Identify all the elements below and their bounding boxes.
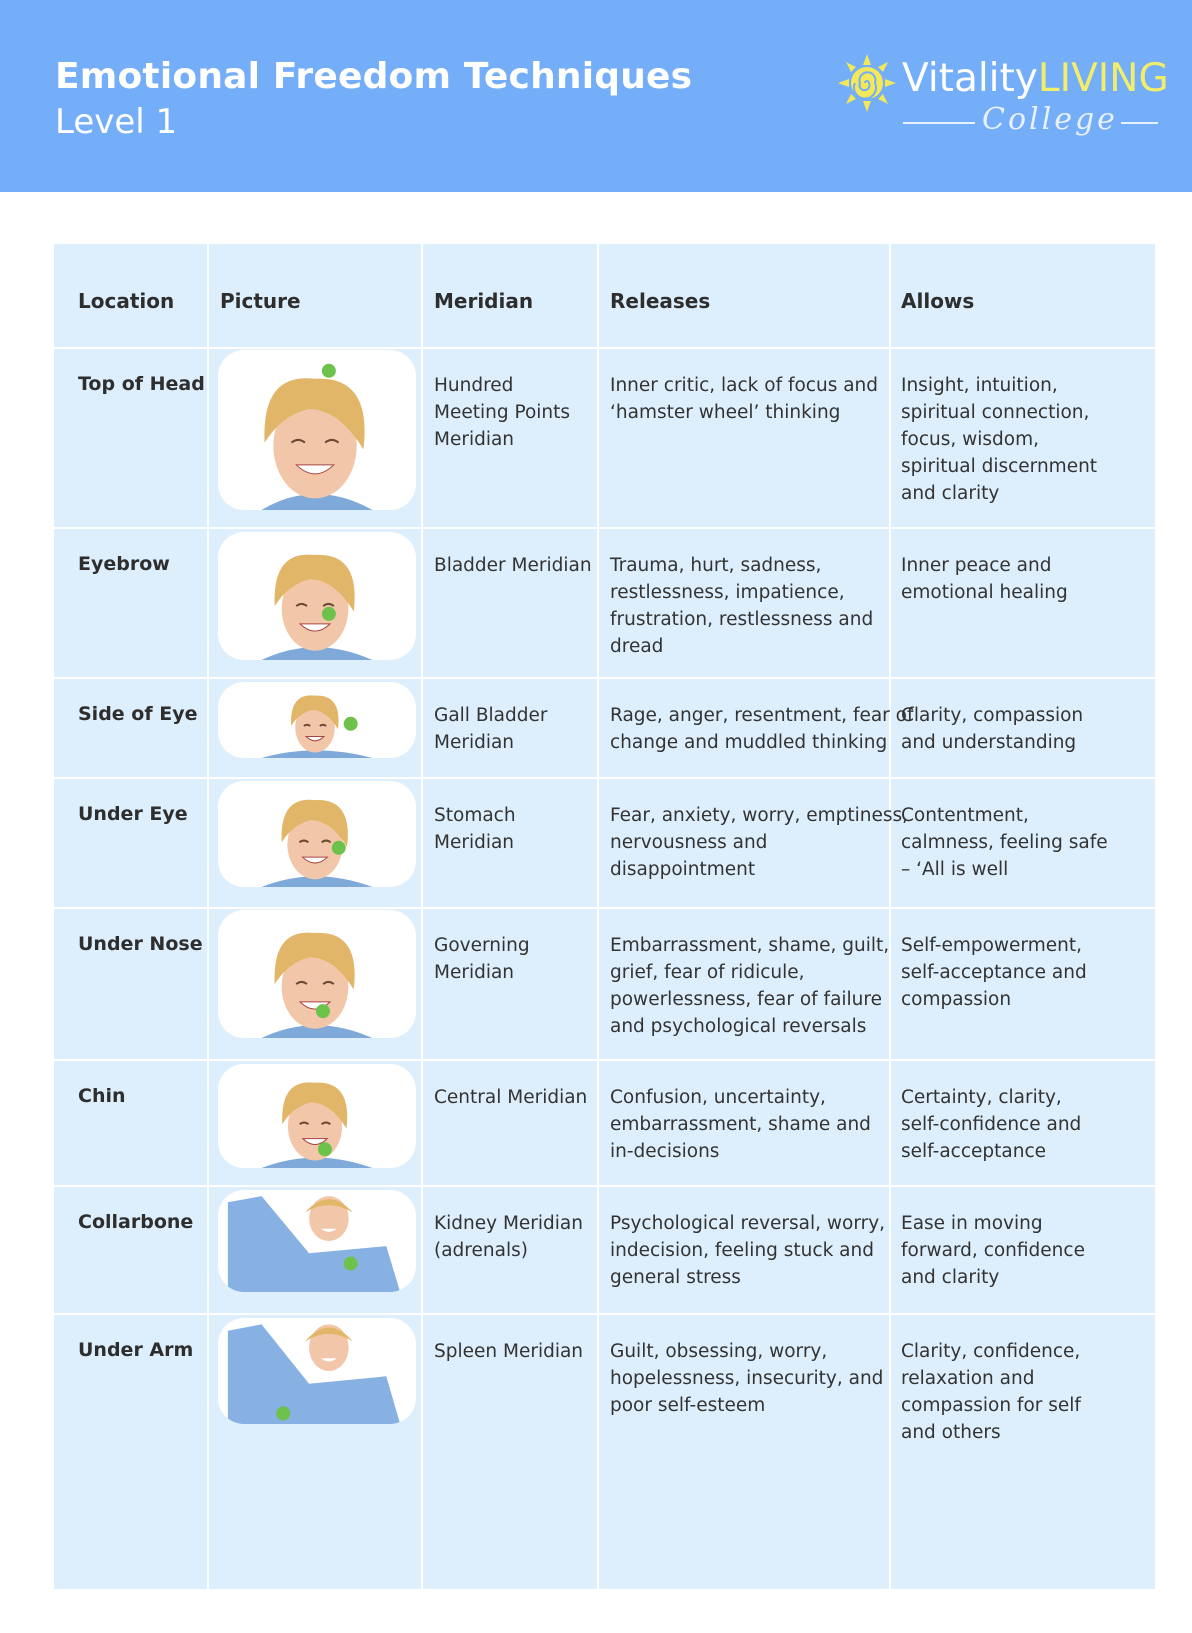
location-under-arm: Under Arm xyxy=(78,1339,194,1361)
torso-under-arm-image xyxy=(218,1318,416,1424)
sun-spiral-icon xyxy=(838,54,896,112)
releases-line: embarrassment, shame and xyxy=(610,1114,871,1135)
allows-line: and others xyxy=(901,1422,1001,1443)
allows-line: compassion xyxy=(901,989,1012,1010)
row-divider xyxy=(54,1185,1155,1187)
page-subtitle: Level 1 xyxy=(55,102,178,142)
allows-line: Inner peace and xyxy=(901,555,1052,576)
allows-line: and understanding xyxy=(901,732,1077,753)
vitality-living-college-logo xyxy=(838,52,1169,147)
releases-line: Guilt, obsessing, worry, xyxy=(610,1341,828,1362)
releases-line: restlessness, impatience, xyxy=(610,582,845,603)
allows-line: forward, confidence xyxy=(901,1240,1085,1261)
column-header-picture: Picture xyxy=(220,289,301,313)
face-chin-image xyxy=(218,1064,416,1168)
tapping-point-marker xyxy=(316,1004,330,1018)
meridian-line: Meridian xyxy=(434,962,515,983)
tapping-points-table xyxy=(54,244,1155,1589)
releases-line: Confusion, uncertainty, xyxy=(610,1087,826,1108)
column-divider xyxy=(889,244,891,1589)
releases-line: change and muddled thinking xyxy=(610,732,888,753)
meridian-line: Meridian xyxy=(434,832,515,853)
picture-chin xyxy=(218,1064,416,1168)
allows-line: Certainty, clarity, xyxy=(901,1087,1062,1108)
allows-line: self-confidence and xyxy=(901,1114,1082,1135)
meridian-line: Hundred xyxy=(434,375,514,396)
releases-line: Embarrassment, shame, guilt, xyxy=(610,935,890,956)
meridian-under-eye xyxy=(434,802,516,856)
location-chin: Chin xyxy=(78,1085,126,1107)
tapping-point-marker xyxy=(276,1406,290,1420)
picture-collarbone xyxy=(218,1190,416,1292)
meridian-side-of-eye xyxy=(434,702,547,756)
allows-top-of-head xyxy=(901,372,1097,507)
allows-line: Clarity, confidence, xyxy=(901,1341,1081,1362)
face-eyebrow-image xyxy=(218,532,416,660)
releases-line: in-decisions xyxy=(610,1141,720,1162)
face-top-of-head-image xyxy=(218,350,416,510)
tapping-point-marker xyxy=(344,717,358,731)
releases-line: Inner critic, lack of focus and xyxy=(610,375,879,396)
allows-line: Ease in moving xyxy=(901,1213,1043,1234)
logo-rule-right xyxy=(1121,122,1158,124)
releases-chin xyxy=(610,1084,871,1165)
releases-collarbone xyxy=(610,1210,885,1291)
releases-line: nervousness and xyxy=(610,832,768,853)
location-under-nose: Under Nose xyxy=(78,933,203,955)
allows-line: focus, wisdom, xyxy=(901,429,1040,450)
row-divider xyxy=(54,527,1155,529)
releases-line: general stress xyxy=(610,1267,741,1288)
allows-line: and clarity xyxy=(901,1267,1000,1288)
tapping-point-marker xyxy=(344,1256,358,1270)
releases-line: dread xyxy=(610,636,664,657)
logo-word-vitality: Vitality xyxy=(902,56,1038,101)
logo-wordmark xyxy=(902,56,1169,101)
column-header-meridian: Meridian xyxy=(434,289,534,313)
releases-under-arm xyxy=(610,1338,883,1419)
meridian-eyebrow xyxy=(434,552,592,579)
picture-under-eye xyxy=(218,781,416,887)
allows-under-nose xyxy=(901,932,1087,1013)
allows-line: spiritual connection, xyxy=(901,402,1090,423)
allows-line: self-acceptance and xyxy=(901,962,1087,983)
picture-side-of-eye xyxy=(218,682,416,758)
allows-line: relaxation and xyxy=(901,1368,1035,1389)
location-top-of-head: Top of Head xyxy=(78,373,205,395)
allows-line: – ‘All is well xyxy=(901,859,1009,880)
location-eyebrow: Eyebrow xyxy=(78,553,170,575)
column-divider xyxy=(421,244,423,1589)
location-collarbone: Collarbone xyxy=(78,1211,194,1233)
page-header xyxy=(0,0,1192,192)
torso-collarbone-image xyxy=(218,1190,416,1292)
allows-line: compassion for self xyxy=(901,1395,1081,1416)
meridian-line: Spleen Meridian xyxy=(434,1341,584,1362)
tapping-point-marker xyxy=(318,1142,332,1156)
row-divider xyxy=(54,677,1155,679)
releases-side-of-eye xyxy=(610,702,914,756)
picture-under-nose xyxy=(218,910,416,1038)
meridian-line: Meridian xyxy=(434,429,515,450)
releases-line: Psychological reversal, worry, xyxy=(610,1213,886,1234)
face-under-eye-image xyxy=(218,781,416,887)
row-divider xyxy=(54,347,1155,349)
releases-line: Fear, anxiety, worry, emptiness, xyxy=(610,805,909,826)
page-title: Emotional Freedom Techniques xyxy=(55,56,693,97)
releases-line: and psychological reversals xyxy=(610,1016,867,1037)
row-divider xyxy=(54,777,1155,779)
allows-line: Self-empowerment, xyxy=(901,935,1082,956)
allows-collarbone xyxy=(901,1210,1085,1291)
releases-line: poor self-esteem xyxy=(610,1395,766,1416)
allows-line: and clarity xyxy=(901,483,1000,504)
tapping-point-marker xyxy=(322,364,336,378)
meridian-top-of-head xyxy=(434,372,570,453)
column-header-location: Location xyxy=(78,289,175,313)
picture-under-arm xyxy=(218,1318,416,1424)
releases-line: powerlessness, fear of failure xyxy=(610,989,882,1010)
tapping-point-marker xyxy=(322,607,336,621)
meridian-line: Stomach xyxy=(434,805,516,826)
releases-line: grief, fear of ridicule, xyxy=(610,962,805,983)
location-side-of-eye: Side of Eye xyxy=(78,703,198,725)
allows-eyebrow xyxy=(901,552,1068,606)
face-side-of-eye-image xyxy=(218,682,416,758)
location-under-eye: Under Eye xyxy=(78,803,188,825)
logo-word-college: College xyxy=(982,102,1118,137)
meridian-collarbone xyxy=(434,1210,583,1264)
column-divider xyxy=(597,244,599,1589)
face-under-nose-image xyxy=(218,910,416,1038)
releases-top-of-head xyxy=(610,372,878,426)
picture-top-of-head xyxy=(218,350,416,510)
allows-line: spiritual discernment xyxy=(901,456,1098,477)
logo-word-living: LIVING xyxy=(1037,56,1169,101)
releases-eyebrow xyxy=(610,552,873,660)
meridian-line: Meeting Points xyxy=(434,402,571,423)
releases-line: ‘hamster wheel’ thinking xyxy=(610,402,841,423)
allows-line: calmness, feeling safe xyxy=(901,832,1108,853)
releases-under-eye xyxy=(610,802,908,883)
meridian-line: Meridian xyxy=(434,732,515,753)
releases-line: Rage, anger, resentment, fear of xyxy=(610,705,914,726)
releases-line: disappointment xyxy=(610,859,756,880)
column-header-allows: Allows xyxy=(901,289,975,313)
allows-line: Insight, intuition, xyxy=(901,375,1058,396)
meridian-under-nose xyxy=(434,932,530,986)
releases-under-nose xyxy=(610,932,889,1040)
logo-rule-left xyxy=(903,122,975,124)
meridian-line: Governing xyxy=(434,935,530,956)
releases-line: frustration, restlessness and xyxy=(610,609,874,630)
meridian-line: Central Meridian xyxy=(434,1087,588,1108)
allows-under-arm xyxy=(901,1338,1081,1446)
meridian-line: Kidney Meridian xyxy=(434,1213,583,1234)
releases-line: indecision, feeling stuck and xyxy=(610,1240,874,1261)
allows-line: Contentment, xyxy=(901,805,1029,826)
picture-eyebrow xyxy=(218,532,416,660)
meridian-under-arm xyxy=(434,1338,583,1365)
meridian-chin xyxy=(434,1084,587,1111)
allows-line: Clarity, compassion xyxy=(901,705,1084,726)
allows-line: self-acceptance xyxy=(901,1141,1047,1162)
column-divider xyxy=(207,244,209,1589)
row-divider xyxy=(54,1059,1155,1061)
releases-line: Trauma, hurt, sadness, xyxy=(610,555,822,576)
logo-college-row xyxy=(903,102,1158,142)
row-divider xyxy=(54,1313,1155,1315)
allows-side-of-eye xyxy=(901,702,1083,756)
allows-chin xyxy=(901,1084,1081,1165)
tapping-point-marker xyxy=(332,841,346,855)
meridian-line: Bladder Meridian xyxy=(434,555,592,576)
allows-under-eye xyxy=(901,802,1108,883)
releases-line: hopelessness, insecurity, and xyxy=(610,1368,884,1389)
meridian-line: (adrenals) xyxy=(434,1240,528,1261)
allows-line: emotional healing xyxy=(901,582,1068,603)
row-divider xyxy=(54,907,1155,909)
meridian-line: Gall Bladder xyxy=(434,705,548,726)
column-header-releases: Releases xyxy=(610,289,711,313)
